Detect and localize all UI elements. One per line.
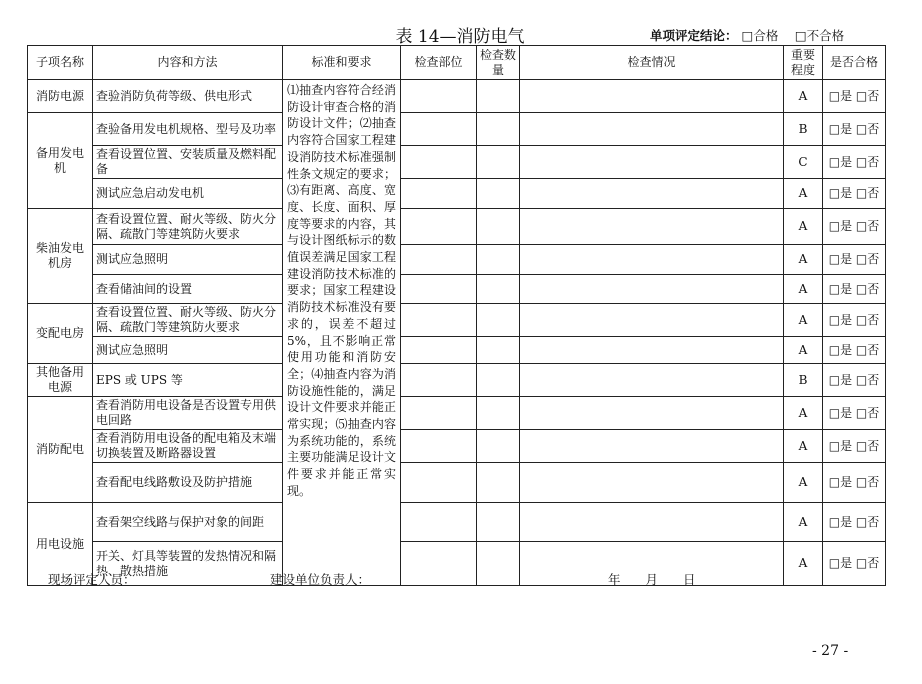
- level-cell: A: [784, 397, 823, 430]
- table-row: [28, 503, 886, 542]
- level-cell: A: [784, 80, 823, 113]
- pass-checkbox[interactable]: □是 □否: [823, 430, 886, 463]
- verdict-label: 单项评定结论：: [650, 28, 738, 43]
- group-cell: 柴油发电机房: [28, 209, 93, 304]
- level-cell: A: [784, 463, 823, 503]
- level-cell: A: [784, 503, 823, 542]
- qty-cell[interactable]: [477, 430, 520, 463]
- part-cell[interactable]: [401, 146, 477, 179]
- part-cell[interactable]: [401, 304, 477, 337]
- standard-cell: ⑴抽查内容符合经消防设计审查合格的消防设计文件；⑵抽查内容符合国家工程建设消防技术标准强制性条文规定的要求；⑶有距离、高度、宽度、长度、面积、厚度等要求的内容，其与设计图纸标示的数值误差满足国家工程建设消防技术标准的要求；国家工程建设消防技术标准没有要求的，误差不超过5%，且不影响正常使用功能和消防安全；⑷抽查内容为消防设施性能的，满足设计文件要求并能正常实现；⑸抽查内容为系统功能的，系统主要功能满足设计文件要求并能正常实现。: [283, 80, 401, 586]
- situation-cell[interactable]: [520, 113, 784, 146]
- level-cell: C: [784, 146, 823, 179]
- header-importance: 重要程度: [784, 46, 823, 80]
- qty-cell[interactable]: [477, 463, 520, 503]
- part-cell[interactable]: [401, 503, 477, 542]
- part-cell[interactable]: [401, 397, 477, 430]
- header-qty: 检查数量: [477, 46, 520, 80]
- content-cell: 查验备用发电机规格、型号及功率: [93, 113, 283, 146]
- table-row: [28, 542, 886, 586]
- situation-cell[interactable]: [520, 503, 784, 542]
- table-row: [28, 245, 886, 275]
- pass-checkbox[interactable]: □是 □否: [823, 304, 886, 337]
- level-cell: B: [784, 364, 823, 397]
- content-cell: 测试应急照明: [93, 245, 283, 275]
- situation-cell[interactable]: [520, 275, 784, 304]
- header-row: [28, 46, 886, 80]
- qty-cell[interactable]: [477, 275, 520, 304]
- part-cell[interactable]: [401, 364, 477, 397]
- part-cell[interactable]: [401, 113, 477, 146]
- part-cell[interactable]: [401, 542, 477, 586]
- pass-checkbox[interactable]: □是 □否: [823, 80, 886, 113]
- table-row: [28, 304, 886, 337]
- part-cell[interactable]: [401, 179, 477, 209]
- pass-checkbox[interactable]: □是 □否: [823, 503, 886, 542]
- pass-checkbox[interactable]: □是 □否: [823, 463, 886, 503]
- pass-checkbox[interactable]: □是 □否: [823, 542, 886, 586]
- part-cell[interactable]: [401, 209, 477, 245]
- pass-checkbox[interactable]: □是 □否: [823, 113, 886, 146]
- pass-checkbox[interactable]: □是 □否: [823, 179, 886, 209]
- table-row: [28, 430, 886, 463]
- verdict-pass-checkbox[interactable]: □合格: [741, 28, 779, 43]
- qty-cell[interactable]: [477, 542, 520, 586]
- group-cell: 消防配电: [28, 397, 93, 503]
- qty-cell[interactable]: [477, 209, 520, 245]
- verdict-fail-checkbox[interactable]: □不合格: [794, 28, 845, 43]
- content-cell: 查验消防负荷等级、供电形式: [93, 80, 283, 113]
- content-cell: 查看消防用电设备的配电箱及末端切换装置及断路器设置: [93, 430, 283, 463]
- header-part: 检查部位: [401, 46, 477, 80]
- table-row: [28, 364, 886, 397]
- content-cell: 查看储油间的设置: [93, 275, 283, 304]
- date-label: 年 月 日: [608, 572, 696, 587]
- content-cell: 测试应急启动发电机: [93, 179, 283, 209]
- group-cell: 用电设施: [28, 503, 93, 586]
- content-cell: 查看设置位置、安装质量及燃料配备: [93, 146, 283, 179]
- situation-cell[interactable]: [520, 146, 784, 179]
- pass-checkbox[interactable]: □是 □否: [823, 209, 886, 245]
- situation-cell[interactable]: [520, 463, 784, 503]
- part-cell[interactable]: [401, 463, 477, 503]
- qty-cell[interactable]: [477, 80, 520, 113]
- pass-checkbox[interactable]: □是 □否: [823, 397, 886, 430]
- content-cell: 查看消防用电设备是否设置专用供电回路: [93, 397, 283, 430]
- pass-checkbox[interactable]: □是 □否: [823, 245, 886, 275]
- qty-cell[interactable]: [477, 337, 520, 364]
- situation-cell[interactable]: [520, 245, 784, 275]
- table-row: [28, 397, 886, 430]
- level-cell: A: [784, 245, 823, 275]
- inspector-signature-label: 现场评定人员：: [48, 572, 136, 587]
- level-cell: B: [784, 113, 823, 146]
- group-cell: 备用发电机: [28, 113, 93, 209]
- group-cell: 消防电源: [28, 80, 93, 113]
- header-pass: 是否合格: [823, 46, 886, 80]
- content-cell: 开关、灯具等装置的发热情况和隔热、散热措施: [93, 542, 283, 586]
- header-situation: 检查情况: [520, 46, 784, 80]
- table-row: [28, 275, 886, 304]
- table-row: [28, 80, 886, 113]
- qty-cell[interactable]: [477, 146, 520, 179]
- level-cell: A: [784, 179, 823, 209]
- part-cell[interactable]: [401, 337, 477, 364]
- level-cell: A: [784, 304, 823, 337]
- content-cell: 查看配电线路敷设及防护措施: [93, 463, 283, 503]
- situation-cell[interactable]: [520, 304, 784, 337]
- qty-cell[interactable]: [477, 179, 520, 209]
- owner-signature-label: 建设单位负责人：: [270, 572, 371, 587]
- level-cell: A: [784, 275, 823, 304]
- table-row: [28, 146, 886, 179]
- group-cell: 其他备用电源: [28, 364, 93, 397]
- header-content: 内容和方法: [93, 46, 283, 80]
- part-cell[interactable]: [401, 275, 477, 304]
- qty-cell[interactable]: [477, 397, 520, 430]
- content-cell: EPS 或 UPS 等: [93, 364, 283, 397]
- situation-cell[interactable]: [520, 209, 784, 245]
- group-cell: 变配电房: [28, 304, 93, 364]
- content-cell: 查看设置位置、耐火等级、防火分隔、疏散门等建筑防火要求: [93, 209, 283, 245]
- header-subitem: 子项名称: [28, 46, 93, 80]
- level-cell: A: [784, 430, 823, 463]
- qty-cell[interactable]: [477, 113, 520, 146]
- verdict: [650, 26, 844, 44]
- table-row: [28, 179, 886, 209]
- table-row: [28, 113, 886, 146]
- table-row: [28, 337, 886, 364]
- content-cell: 查看设置位置、耐火等级、防火分隔、疏散门等建筑防火要求: [93, 304, 283, 337]
- qty-cell[interactable]: [477, 304, 520, 337]
- part-cell[interactable]: [401, 245, 477, 275]
- situation-cell[interactable]: [520, 179, 784, 209]
- header-standard: 标准和要求: [283, 46, 401, 80]
- inspection-table: [27, 45, 886, 586]
- part-cell[interactable]: [401, 430, 477, 463]
- situation-cell[interactable]: [520, 397, 784, 430]
- qty-cell[interactable]: [477, 245, 520, 275]
- situation-cell[interactable]: [520, 364, 784, 397]
- content-cell: 测试应急照明: [93, 337, 283, 364]
- level-cell: A: [784, 337, 823, 364]
- table-row: [28, 463, 886, 503]
- situation-cell[interactable]: [520, 80, 784, 113]
- qty-cell[interactable]: [477, 364, 520, 397]
- level-cell: A: [784, 542, 823, 586]
- situation-cell[interactable]: [520, 430, 784, 463]
- qty-cell[interactable]: [477, 503, 520, 542]
- page-number: - 27 -: [812, 643, 849, 659]
- situation-cell[interactable]: [520, 337, 784, 364]
- pass-checkbox[interactable]: □是 □否: [823, 146, 886, 179]
- content-cell: 查看架空线路与保护对象的间距: [93, 503, 283, 542]
- pass-checkbox[interactable]: □是 □否: [823, 275, 886, 304]
- level-cell: A: [784, 209, 823, 245]
- table-title: 表 14—消防电气: [395, 27, 525, 47]
- pass-checkbox[interactable]: □是 □否: [823, 337, 886, 364]
- table-row: [28, 209, 886, 245]
- part-cell[interactable]: [401, 80, 477, 113]
- pass-checkbox[interactable]: □是 □否: [823, 364, 886, 397]
